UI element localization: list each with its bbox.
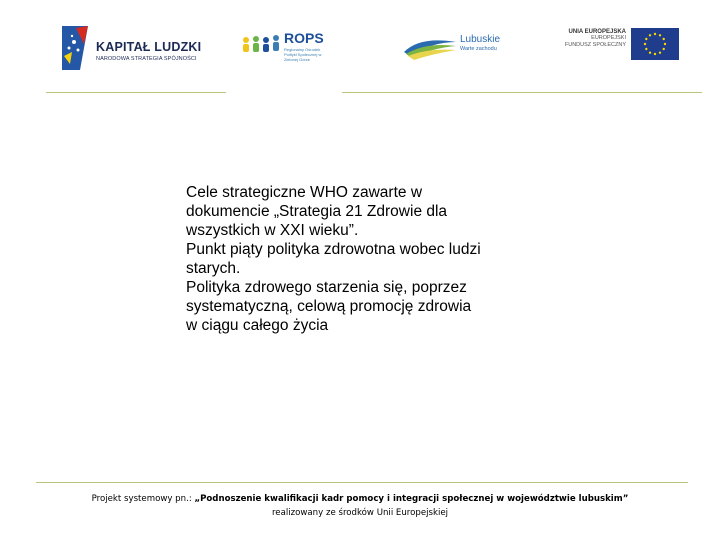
text-line: Polityka zdrowego starzenia się, poprzez <box>186 279 467 296</box>
text-line: Cele strategiczne WHO zawarte w <box>186 184 423 201</box>
rops-title: ROPS <box>284 30 324 46</box>
kapital-ludzki-emblem-icon <box>60 26 94 70</box>
kapital-ludzki-subtitle: NARODOWA STRATEGIA SPÓJNOŚCI <box>96 56 197 62</box>
text-line: wszystkich w XXI wieku”. <box>186 222 359 239</box>
kapital-ludzki-logo <box>60 26 210 70</box>
footer-line-2: realizowany ze środków Unii Europejskiej <box>271 508 449 518</box>
footer <box>36 492 684 520</box>
text-line: dokumencie „Strategia 21 Zdrowie dla <box>186 203 448 220</box>
ue-subtitle-line1: EUROPEJSKI <box>591 35 626 41</box>
eu-flag-icon <box>631 28 679 60</box>
ue-efs-logo <box>558 28 682 64</box>
kapital-ludzki-title: KAPITAŁ LUDZKI <box>96 40 202 54</box>
footer-project-name: „Podnoszenie kwalifikacji kadr pomocy i integracji społecznej w województwie lubuskim” <box>194 494 629 504</box>
rops-people-icon <box>240 34 282 62</box>
footer-prefix: Projekt systemowy pn.: <box>91 494 195 504</box>
lubuskie-title: Lubuskie <box>460 34 501 45</box>
header-divider-right <box>342 92 702 93</box>
text-line: Punkt piąty polityka zdrowotna wobec ludzi <box>186 241 481 258</box>
text-line: systematyczną, celową promocję zdrowia <box>186 298 472 315</box>
lubuskie-landscape-icon <box>402 34 458 60</box>
ue-subtitle-line2: FUNDUSZ SPOŁECZNY <box>564 42 626 48</box>
footer-divider <box>36 482 688 483</box>
ue-title: UNIA EUROPEJSKA <box>568 29 626 35</box>
text-line: w ciągu całego życia <box>186 317 329 334</box>
main-text-block <box>186 183 546 335</box>
footer-line-1 <box>36 492 684 506</box>
rops-logo <box>240 28 330 68</box>
rops-subtitle: Regionalny Ośrodek Polityki Społecznej w Zielonej Górze <box>284 47 322 62</box>
text-line: starych. <box>186 260 241 277</box>
lubuskie-logo <box>402 28 512 68</box>
header-divider-left <box>46 92 226 93</box>
lubuskie-subtitle: Warte zachodu <box>460 46 497 52</box>
